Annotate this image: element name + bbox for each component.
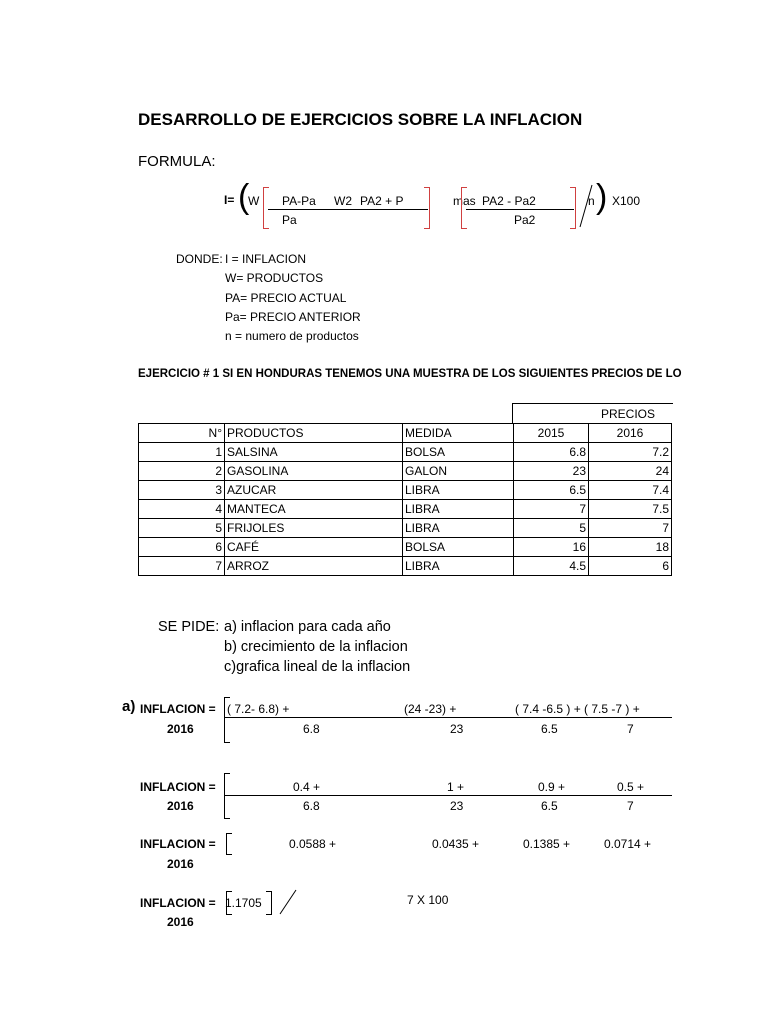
inflacion-label: INFLACION = [140, 702, 216, 716]
table-row [139, 443, 672, 462]
cell-no: 6 [139, 538, 225, 557]
formula-mas: mas [453, 194, 476, 208]
cell-producto: FRIJOLES [225, 519, 403, 538]
step1-fraction-line [224, 717, 672, 718]
se-pide-item: c)grafica lineal de la inflacion [224, 659, 411, 675]
inflacion-year: 2016 [167, 799, 194, 813]
inflacion-year: 2016 [167, 722, 194, 736]
cell-producto: CAFÉ [225, 538, 403, 557]
table-row [139, 519, 672, 538]
cell-medida: BOLSA [403, 443, 514, 462]
formula-bracket2-left [461, 187, 467, 229]
step3-term: 0.0714 + [604, 837, 652, 851]
step2-den: 6.5 [541, 799, 558, 813]
precios-label: PRECIOS [600, 407, 655, 421]
table-header-row [139, 424, 672, 443]
definition-line: n = numero de productos [225, 329, 359, 343]
header-medida: MEDIDA [403, 424, 514, 443]
page-title: DESARROLLO DE EJERCICIOS SOBRE LA INFLACION [138, 110, 583, 129]
cell-producto: SALSINA [225, 443, 403, 462]
cell-2016: 7.4 [589, 481, 672, 500]
precios-header [512, 403, 673, 424]
step3-term: 0.0588 + [289, 837, 337, 851]
cell-no: 1 [139, 443, 225, 462]
step2-bracket [224, 773, 230, 819]
definition-line: W= PRODUCTOS [225, 271, 324, 285]
formula-x100: X100 [612, 194, 641, 208]
step2-num: 0.4 + [293, 780, 321, 794]
table-row [139, 462, 672, 481]
cell-medida: BOLSA [403, 538, 514, 557]
formula-den3: Pa2 [514, 213, 536, 227]
formula-n: n [588, 194, 595, 208]
step2-num: 0.5 + [617, 780, 645, 794]
formula-num1: PA-Pa [282, 194, 316, 208]
se-pide-item: a) inflacion para cada año [224, 619, 391, 635]
cell-2016: 18 [589, 538, 672, 557]
formula-w2: W2 [334, 194, 352, 208]
formula-num2: PA2 + P [360, 194, 404, 208]
cell-2016: 7 [589, 519, 672, 538]
cell-no: 3 [139, 481, 225, 500]
header-2016: 2016 [589, 424, 672, 443]
table-row [139, 538, 672, 557]
formula-fraction2-line [466, 209, 574, 210]
cell-2016: 6 [589, 557, 672, 576]
cell-2016: 24 [589, 462, 672, 481]
formula-bracket-right [424, 187, 430, 229]
formula-bracket2-right [570, 187, 576, 229]
cell-2015: 16 [514, 538, 589, 557]
step4-tail: 7 X 100 [407, 893, 449, 907]
cell-2015: 6.8 [514, 443, 589, 462]
inflacion-year: 2016 [167, 857, 194, 871]
step4-bracket-right [266, 891, 272, 915]
header-no: N° [139, 424, 225, 443]
exercise-heading: EJERCICIO # 1 SI EN HONDURAS TENEMOS UNA MUESTRA DE LOS SIGUIENTES PRECIOS DE LO [138, 368, 682, 380]
cell-2015: 4.5 [514, 557, 589, 576]
step2-den: 7 [627, 799, 634, 813]
cell-no: 7 [139, 557, 225, 576]
se-pide-label: SE PIDE: [158, 619, 220, 635]
formula-den1: Pa [282, 213, 297, 227]
definition-line: Pa= PRECIO ANTERIOR [225, 310, 361, 324]
table-row [139, 481, 672, 500]
cell-producto: MANTECA [225, 500, 403, 519]
step2-fraction-line [224, 795, 672, 796]
step3-term: 0.1385 + [523, 837, 571, 851]
cell-no: 4 [139, 500, 225, 519]
header-2015: 2015 [514, 424, 589, 443]
step1-den: 23 [450, 722, 464, 736]
step2-den: 6.8 [303, 799, 320, 813]
cell-2015: 5 [514, 519, 589, 538]
step4-value: 1.1705 [225, 896, 262, 910]
formula-fraction-line [268, 209, 428, 210]
cell-2015: 23 [514, 462, 589, 481]
inflacion-label: INFLACION = [140, 896, 216, 910]
cell-no: 2 [139, 462, 225, 481]
formula-w: W [248, 194, 260, 208]
table-row [139, 500, 672, 519]
step3-bracket [226, 833, 232, 855]
cell-producto: GASOLINA [225, 462, 403, 481]
formula-open-paren: ( [238, 178, 250, 216]
cell-medida: LIBRA [403, 500, 514, 519]
donde-label: DONDE: [176, 252, 223, 266]
formula-close-paren: ) [596, 178, 608, 216]
formula-i-eq: I= [224, 193, 235, 207]
step2-den: 23 [450, 799, 464, 813]
cell-2016: 7.2 [589, 443, 672, 462]
step1-num: ( 7.2- 6.8) + [227, 702, 290, 716]
step1-num: (24 -23) + [404, 702, 457, 716]
header-productos: PRODUCTOS [225, 424, 403, 443]
cell-producto: AZUCAR [225, 481, 403, 500]
cell-medida: LIBRA [403, 519, 514, 538]
cell-2015: 6.5 [514, 481, 589, 500]
step1-den: 6.8 [303, 722, 320, 736]
part-a-label: a) [122, 698, 136, 715]
formula-label: FORMULA: [138, 153, 216, 170]
step2-num: 0.9 + [538, 780, 566, 794]
cell-no: 5 [139, 519, 225, 538]
step4-slash [278, 888, 298, 916]
cell-producto: ARROZ [225, 557, 403, 576]
step1-den: 7 [627, 722, 634, 736]
se-pide-item: b) crecimiento de la inflacion [224, 639, 408, 655]
cell-medida: GALON [403, 462, 514, 481]
definition-line: I = INFLACION [225, 252, 307, 266]
step1-den: 6.5 [541, 722, 558, 736]
inflacion-label: INFLACION = [140, 780, 216, 794]
definition-line: PA= PRECIO ACTUAL [225, 291, 347, 305]
table-row [139, 557, 672, 576]
cell-2015: 7 [514, 500, 589, 519]
step3-term: 0.0435 + [432, 837, 480, 851]
step1-num: ( 7.4 -6.5 ) + ( 7.5 -7 ) + [515, 702, 640, 716]
inflacion-year: 2016 [167, 915, 194, 929]
cell-medida: LIBRA [403, 557, 514, 576]
cell-medida: LIBRA [403, 481, 514, 500]
formula-num3: PA2 - Pa2 [482, 194, 536, 208]
cell-2016: 7.5 [589, 500, 672, 519]
inflacion-label: INFLACION = [140, 837, 216, 851]
formula-bracket-left [263, 187, 269, 229]
prices-table [138, 423, 672, 576]
step2-num: 1 + [447, 780, 465, 794]
